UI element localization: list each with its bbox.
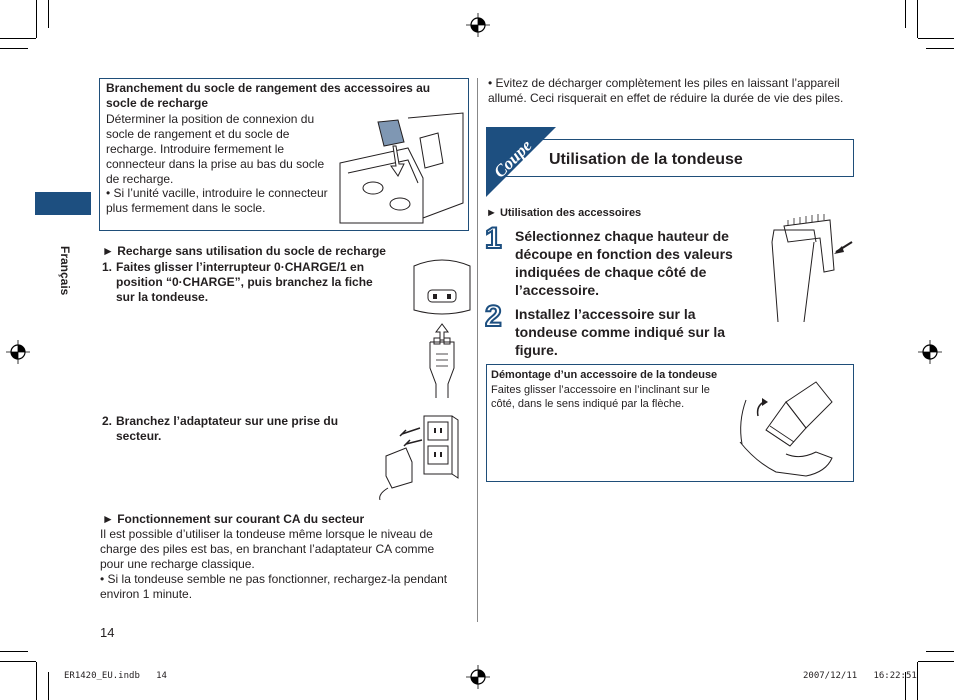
trimmer-attachment-illustration	[764, 212, 856, 322]
registration-mark-right	[918, 340, 942, 364]
step1-number: 1.	[102, 260, 113, 274]
stand-connection-illustration	[338, 108, 466, 228]
footer-date: 2007/12/11 16:22:51	[803, 671, 917, 681]
language-label: Français	[58, 246, 72, 296]
step1-text: Faites glisser l’interrupteur 0·CHARGE/1 en position “0·CHARGE”, puis branchez la fiche sur la tondeuse.	[116, 260, 373, 304]
language-tab	[35, 192, 91, 215]
adapter-outlet-illustration	[376, 414, 476, 500]
connection-box-title: Branchement du socle de rangement des accessoires au socle de recharge	[106, 81, 431, 110]
footer-file: ER1420_EU.indb 14	[64, 671, 167, 681]
step-text-2: Installez l’accessoire sur la tondeuse comme indiqué sur la figure.	[515, 306, 726, 358]
banner-title: Utilisation de la tondeuse	[549, 151, 743, 168]
removal-box-title: Démontage d’un accessoire de la tondeuse	[491, 369, 718, 381]
registration-mark-left	[6, 340, 30, 364]
registration-mark-top	[466, 13, 490, 37]
connection-box-bullet: • Si l’unité vacille, introduire le connecteur plus fermement dans le socle.	[106, 186, 328, 215]
accessories-subheading: ► Utilisation des accessoires	[486, 207, 642, 219]
registration-mark-bottom	[466, 665, 490, 689]
banner-tag: Coupe	[490, 135, 536, 182]
plug-illustration	[410, 258, 474, 398]
removal-box-text: Faites glisser l’accessoire en l’inclinant sur le côté, dans le sens indiqué par la flèche.	[491, 384, 710, 410]
section2-text: Il est possible d’utiliser la tondeuse même lorsque le niveau de charge des piles est bas, en branchant l’adaptateur CA comme pour une recharge classique.	[100, 527, 435, 571]
column-divider	[477, 78, 478, 622]
step2-text: Branchez l’adaptateur sur une prise du secteur.	[116, 414, 339, 443]
step2-number: 2.	[102, 414, 113, 428]
section2-heading: ► Fonctionnement sur courant CA du secteur	[102, 512, 365, 526]
battery-warning: • Evitez de décharger complètement les piles en laissant l’appareil allumé. Ceci risquerait en effet de réduire la durée de vie des piles.	[488, 76, 844, 105]
page-number: 14	[100, 625, 115, 640]
section2-bullet: • Si la tondeuse semble ne pas fonctionner, rechargez-la pendant environ 1 minute.	[100, 572, 448, 601]
step-text-1: Sélectionnez chaque hauteur de découpe en fonction des valeurs indiquées de chaque côté de l’accessoire.	[515, 228, 733, 298]
section1-heading: ► Recharge sans utilisation du socle de recharge	[102, 244, 386, 258]
remove-attachment-illustration	[736, 372, 846, 480]
step-number-2: 2	[485, 300, 502, 333]
step-number-1: 1	[485, 222, 502, 255]
connection-box-text: Déterminer la position de connexion du socle de rangement et du socle de recharge. Introduire fermement le connecteur dans la prise au bas du socle de recharge.	[106, 112, 325, 186]
